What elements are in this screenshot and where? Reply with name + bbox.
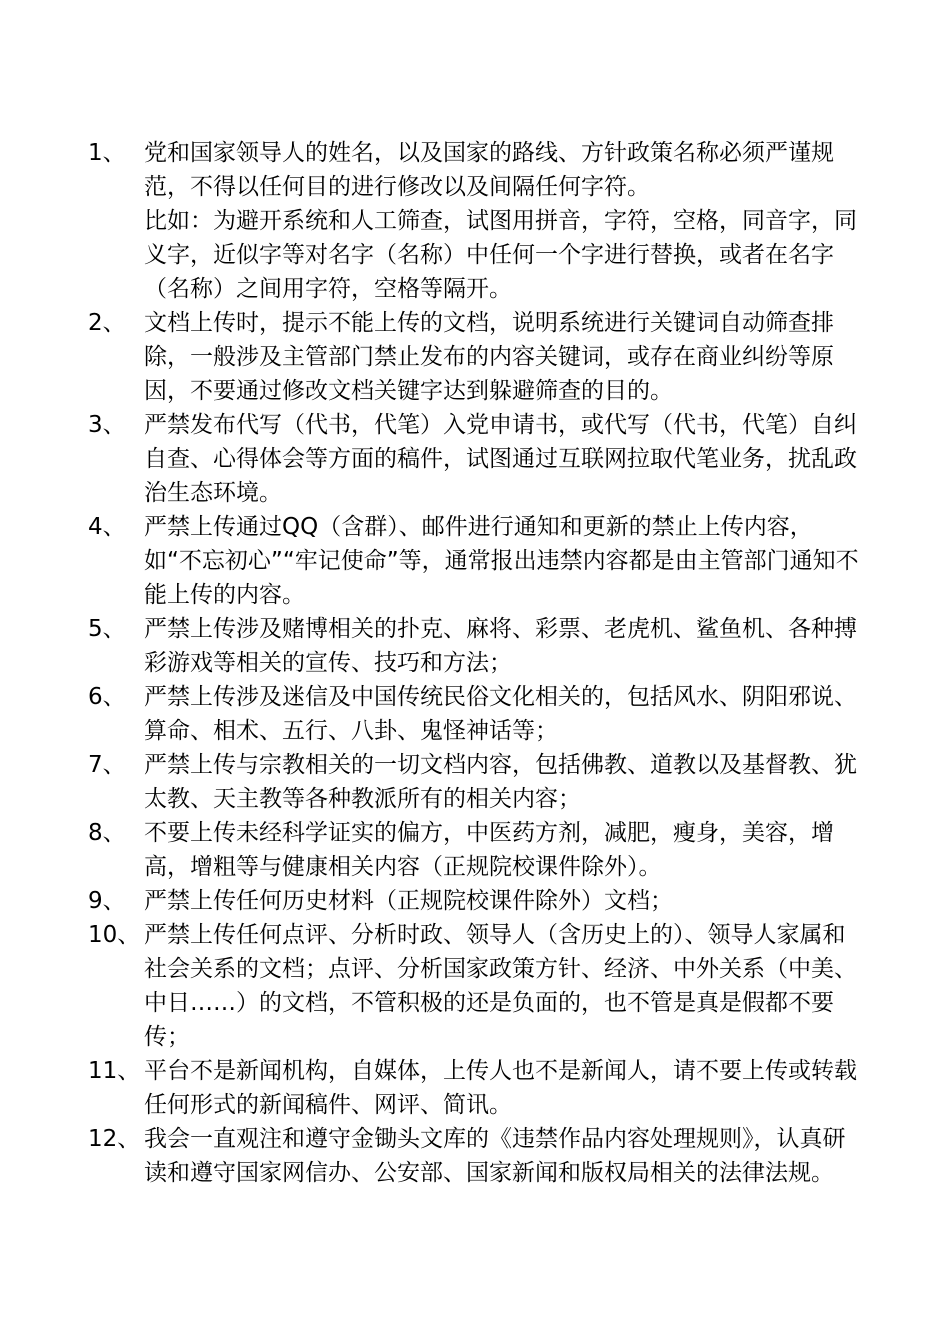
rule-text [144, 816, 868, 884]
rule-paragraph: 严禁上传涉及赌博相关的扑克、麻将、彩票、老虎机、鲨鱼机、各种搏彩游戏等相关的宣传、技巧和方法； [144, 616, 857, 676]
rule-item [88, 1122, 888, 1190]
rule-paragraph: 严禁发布代写（代书，代笔）入党申请书，或代写（代书，代笔）自纠自查、心得体会等方面的稿件，试图通过互联网拉取代笔业务，扰乱政治生态环境。 [144, 412, 857, 506]
rule-text [144, 612, 868, 680]
rule-text [144, 136, 868, 306]
rule-item [88, 510, 888, 612]
rule-item [88, 680, 888, 748]
rule-paragraph: 平台不是新闻机构，自媒体，上传人也不是新闻人，请不要上传或转载任何形式的新闻稿件、网评、简讯。 [144, 1058, 857, 1118]
rule-text [144, 680, 868, 748]
rule-number: 12、 [88, 1126, 141, 1152]
rule-paragraph: 严禁上传涉及迷信及中国传统民俗文化相关的，包括风水、阴阳邪说、算命、相术、五行、八卦、鬼怪神话等； [144, 684, 857, 744]
rule-paragraph: 不要上传未经科学证实的偏方，中医药方剂，减肥，瘦身，美容，增高，增粗等与健康相关内容（正规院校课件除外）。 [144, 820, 834, 880]
rule-item [88, 408, 888, 510]
rule-number: 11、 [88, 1058, 141, 1084]
rule-paragraph: 党和国家领导人的姓名，以及国家的路线、方针政策名称必须严谨规范，不得以任何目的进行修改以及间隔任何字符。 [144, 140, 834, 200]
rule-text [144, 1054, 868, 1122]
rule-number: 9、 [88, 888, 126, 914]
rule-item [88, 306, 888, 408]
rule-paragraph: 严禁上传任何点评、分析时政、领导人（含历史上的）、领导人家属和社会关系的文档；点评、分析国家政策方针、经济、中外关系（中美、中日……）的文档，不管积极的还是负面的，也不管是真是假都不要传； [144, 922, 857, 1050]
rule-item [88, 816, 888, 884]
rule-number: 7、 [88, 752, 126, 778]
rule-paragraph: 我会一直观注和遵守金锄头文库的《违禁作品内容处理规则》，认真研读和遵守国家网信办、公安部、国家新闻和版权局相关的法律法规。 [144, 1126, 846, 1186]
rule-text [144, 918, 868, 1054]
rule-paragraph: 严禁上传通过QQ（含群）、邮件进行通知和更新的禁止上传内容，如“不忘初心”“牢记使命”等，通常报出违禁内容都是由主管部门通知不能上传的内容。 [144, 514, 859, 608]
rule-number: 6、 [88, 684, 126, 710]
rule-number: 2、 [88, 310, 126, 336]
rule-text [144, 748, 868, 816]
rule-item [88, 918, 888, 1054]
rule-item [88, 136, 888, 306]
rule-item [88, 748, 888, 816]
rule-paragraph: 文档上传时，提示不能上传的文档，说明系统进行关键词自动筛查排除，一般涉及主管部门禁止发布的内容关键词，或存在商业纠纷等原因，不要通过修改文档关键字达到躲避筛查的目的。 [144, 310, 834, 404]
rule-number: 10、 [88, 922, 141, 948]
rule-number: 3、 [88, 412, 126, 438]
rule-paragraph: 比如：为避开系统和人工筛查，试图用拼音，字符，空格，同音字，同义字，近似字等对名字（名称）中任何一个字进行替换，或者在名字（名称）之间用字符，空格等隔开。 [144, 208, 857, 302]
rule-text [144, 306, 868, 408]
rule-text [144, 884, 868, 918]
rule-item [88, 1054, 888, 1122]
rule-text [144, 1122, 868, 1190]
rule-item [88, 612, 888, 680]
rule-paragraph: 严禁上传任何历史材料（正规院校课件除外）文档； [144, 888, 673, 914]
rule-item [88, 884, 888, 918]
rule-number: 5、 [88, 616, 126, 642]
rule-number: 8、 [88, 820, 126, 846]
rule-number: 1、 [88, 140, 126, 166]
rule-text [144, 408, 868, 510]
rule-paragraph: 严禁上传与宗教相关的一切文档内容，包括佛教、道教以及基督教、犹太教、天主教等各种教派所有的相关内容； [144, 752, 857, 812]
rule-number: 4、 [88, 514, 126, 540]
rule-text [144, 510, 868, 612]
rules-list [88, 136, 888, 1190]
